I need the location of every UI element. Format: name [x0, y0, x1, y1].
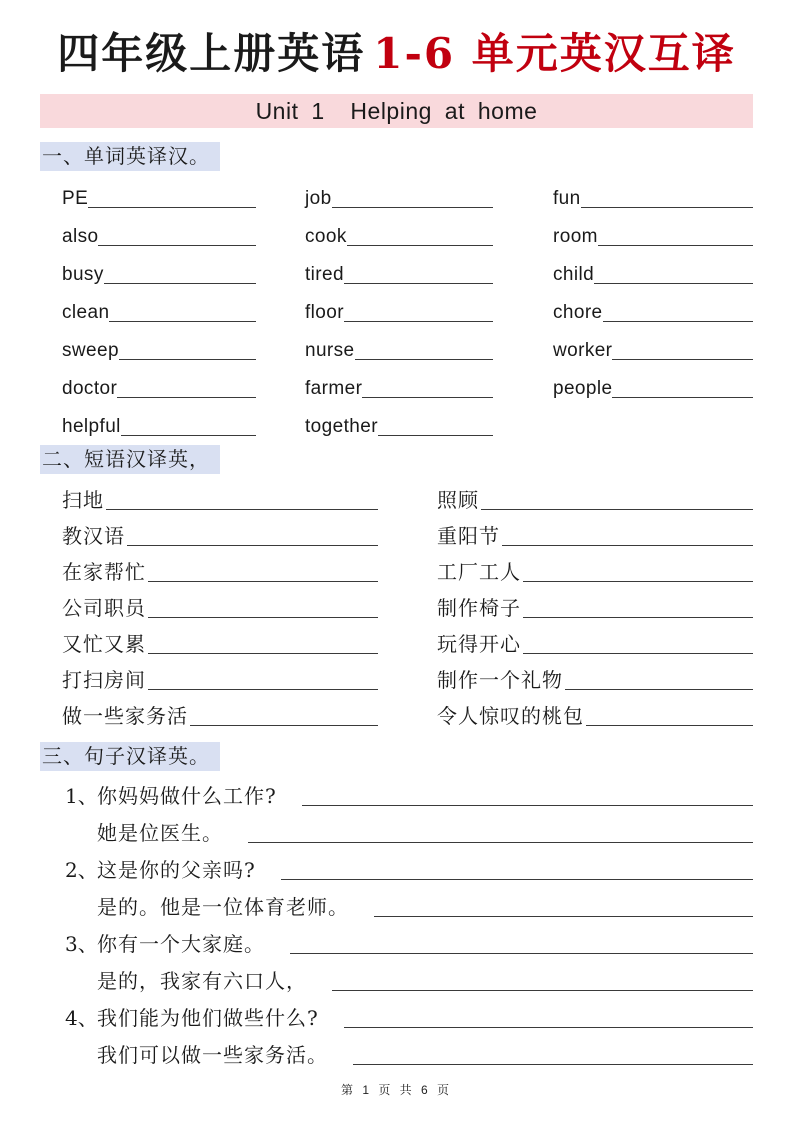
- word-label: farmer: [305, 378, 363, 399]
- answer-blank: [148, 581, 378, 582]
- phrase-label: 玩得开心: [437, 632, 521, 656]
- word-label: job: [305, 188, 332, 209]
- word-item: [553, 213, 753, 251]
- sentence-line: [65, 775, 753, 812]
- word-label: sweep: [62, 340, 119, 361]
- section-phrases-heading: 二、短语汉译英，: [40, 445, 220, 474]
- answer-blank: [612, 397, 753, 398]
- phrase-item: [62, 658, 378, 694]
- word-item: [305, 175, 553, 213]
- page-title-red: 1-6 单元英汉互译: [373, 29, 736, 78]
- unit-banner: Unit 1 Helping at home: [40, 94, 753, 128]
- sentence-number: 1、: [65, 784, 98, 808]
- word-label: people: [553, 378, 613, 399]
- sentence-text: 你有一个大家庭。: [97, 932, 265, 956]
- section-sentences-heading-row: [40, 742, 753, 771]
- page-title: [40, 26, 753, 82]
- sentence-number: 3、: [65, 932, 98, 956]
- phrase-label: 扫地: [62, 488, 104, 512]
- word-item: [62, 403, 305, 441]
- phrase-label: 工厂工人: [437, 560, 521, 584]
- phrases-grid: [40, 478, 753, 730]
- word-label: clean: [62, 302, 110, 323]
- sentence-line: [65, 997, 753, 1034]
- sentence-text: 我们能为他们做些什么?: [97, 1006, 319, 1030]
- answer-blank: [603, 321, 753, 322]
- answer-blank: [344, 283, 493, 284]
- word-label: worker: [553, 340, 613, 361]
- words-grid: [40, 175, 753, 441]
- answer-blank: [290, 953, 753, 954]
- answer-blank: [148, 653, 378, 654]
- word-item: [305, 251, 553, 289]
- phrase-item: [437, 514, 753, 550]
- answer-blank: [88, 207, 256, 208]
- phrase-item: [62, 478, 378, 514]
- answer-blank: [121, 435, 256, 436]
- phrase-label: 照顾: [437, 488, 479, 512]
- answer-blank: [581, 207, 753, 208]
- answer-blank: [523, 617, 753, 618]
- section-phrases-heading-row: [40, 445, 753, 474]
- answer-blank: [355, 359, 493, 360]
- word-label: cook: [305, 226, 347, 247]
- answer-blank: [612, 359, 753, 360]
- word-item: [62, 365, 305, 403]
- answer-blank: [117, 397, 256, 398]
- word-label: PE: [62, 188, 89, 209]
- phrase-label: 公司职员: [62, 596, 146, 620]
- word-item: [62, 175, 305, 213]
- word-label: room: [553, 226, 598, 247]
- sentence-text: 是的。他是一位体育老师。: [97, 895, 349, 919]
- answer-blank: [353, 1064, 753, 1065]
- answer-blank: [523, 581, 753, 582]
- phrase-label: 又忙又累: [62, 632, 146, 656]
- sentence-line: [65, 812, 753, 849]
- phrase-item: [437, 586, 753, 622]
- sentence-line: [65, 923, 753, 960]
- word-item: [553, 251, 753, 289]
- answer-blank: [378, 435, 493, 436]
- phrase-item: [437, 658, 753, 694]
- phrase-label: 在家帮忙: [62, 560, 146, 584]
- answer-blank: [281, 879, 753, 880]
- word-item: [305, 403, 553, 441]
- word-label: busy: [62, 264, 104, 285]
- sentence-line: [65, 886, 753, 923]
- phrase-item: [437, 694, 753, 730]
- section-words-heading-row: [40, 142, 753, 171]
- phrase-item: [437, 622, 753, 658]
- word-item: [553, 327, 753, 365]
- answer-blank: [523, 653, 753, 654]
- sentence-line: [65, 849, 753, 886]
- word-label: chore: [553, 302, 603, 323]
- page-footer: 第 1 页 共 6 页: [340, 1083, 453, 1097]
- word-label: also: [62, 226, 99, 247]
- answer-blank: [362, 397, 493, 398]
- phrase-label: 打扫房间: [62, 668, 146, 692]
- phrase-label: 令人惊叹的桃包: [437, 704, 584, 728]
- phrase-item: [437, 478, 753, 514]
- answer-blank: [344, 1027, 753, 1028]
- phrase-label: 教汉语: [62, 524, 125, 548]
- answer-blank: [598, 245, 753, 246]
- answer-blank: [374, 916, 753, 917]
- sentence-line: [65, 960, 753, 997]
- answer-blank: [248, 842, 753, 843]
- answer-blank: [332, 990, 753, 991]
- word-label: doctor: [62, 378, 118, 399]
- phrase-item: [62, 622, 378, 658]
- word-item: [62, 213, 305, 251]
- phrase-item: [62, 514, 378, 550]
- sentence-text: 我们可以做一些家务活。: [97, 1043, 328, 1067]
- section-sentences-heading: 三、句子汉译英。: [40, 742, 220, 771]
- word-label: tired: [305, 264, 344, 285]
- answer-blank: [148, 689, 378, 690]
- word-item: [62, 327, 305, 365]
- sentence-line: [65, 1034, 753, 1071]
- word-item: [553, 289, 753, 327]
- answer-blank: [148, 617, 378, 618]
- answer-blank: [481, 509, 753, 510]
- word-item: [305, 213, 553, 251]
- answer-blank: [332, 207, 493, 208]
- word-label: nurse: [305, 340, 355, 361]
- sentence-text: 你妈妈做什么工作?: [97, 784, 277, 808]
- phrase-label: 制作一个礼物: [437, 668, 563, 692]
- phrase-item: [62, 694, 378, 730]
- word-label: helpful: [62, 416, 121, 437]
- answer-blank: [104, 283, 256, 284]
- phrase-label: 做一些家务活: [62, 704, 188, 728]
- word-label: together: [305, 416, 378, 437]
- answer-blank: [98, 245, 256, 246]
- word-label: child: [553, 264, 595, 285]
- page-title-black: 四年级上册英语: [57, 29, 366, 78]
- word-item: [62, 289, 305, 327]
- section-words-heading: 一、单词英译汉。: [40, 142, 220, 171]
- sentences-list: [40, 775, 753, 1071]
- answer-blank: [106, 509, 378, 510]
- sentence-text: 这是你的父亲吗?: [97, 858, 256, 882]
- phrase-item: [62, 586, 378, 622]
- answer-blank: [502, 545, 753, 546]
- word-label: floor: [305, 302, 344, 323]
- word-item: [553, 365, 753, 403]
- answer-blank: [119, 359, 256, 360]
- answer-blank: [586, 725, 753, 726]
- phrase-label: 制作椅子: [437, 596, 521, 620]
- word-item: [305, 327, 553, 365]
- sentence-number: 2、: [65, 858, 98, 882]
- answer-blank: [347, 245, 493, 246]
- word-item: [62, 251, 305, 289]
- phrase-item: [62, 550, 378, 586]
- phrase-item: [437, 550, 753, 586]
- sentence-text: 她是位医生。: [97, 821, 223, 845]
- answer-blank: [190, 725, 378, 726]
- answer-blank: [565, 689, 753, 690]
- word-item: [305, 289, 553, 327]
- answer-blank: [127, 545, 378, 546]
- word-item: [553, 175, 753, 213]
- answer-blank: [109, 321, 256, 322]
- phrase-label: 重阳节: [437, 524, 500, 548]
- word-item: [305, 365, 553, 403]
- word-label: fun: [553, 188, 581, 209]
- sentence-number: 4、: [65, 1006, 98, 1030]
- answer-blank: [302, 805, 753, 806]
- answer-blank: [594, 283, 753, 284]
- answer-blank: [344, 321, 493, 322]
- sentence-text: 是的，我家有六口人，: [97, 969, 307, 993]
